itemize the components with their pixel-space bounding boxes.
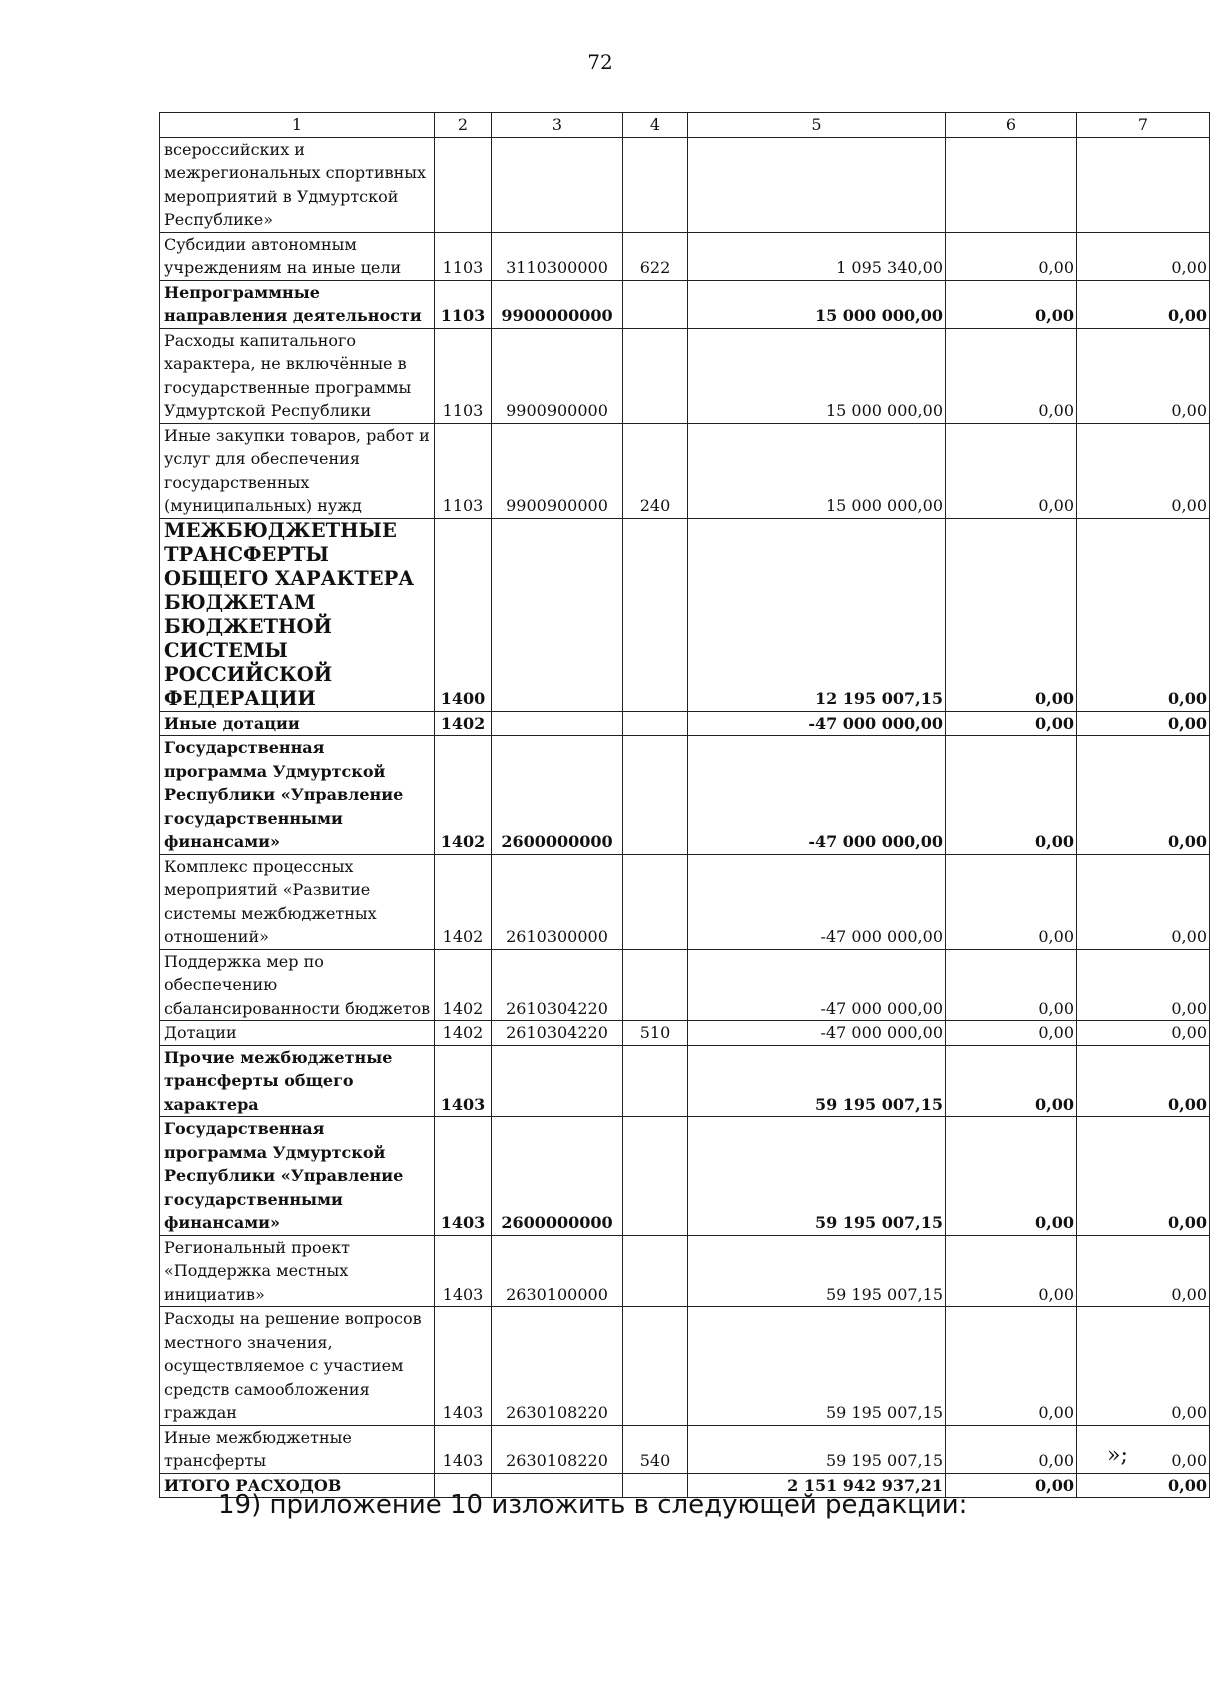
amount-col6-cell: 0,00 xyxy=(946,854,1077,949)
expense-type-cell xyxy=(623,949,688,1021)
header-cell: 3 xyxy=(492,113,623,138)
amount-col6-cell: 0,00 xyxy=(946,949,1077,1021)
amount-col7-cell: 0,00 xyxy=(1077,736,1210,855)
amount-col5-cell: -47 000 000,00 xyxy=(688,854,946,949)
amount-col5-cell: 59 195 007,15 xyxy=(688,1235,946,1307)
amount-col6-cell: 0,00 xyxy=(946,232,1077,280)
amount-col7-cell: 0,00 xyxy=(1077,328,1210,423)
target-code-cell: 2630108220 xyxy=(492,1307,623,1426)
table-row xyxy=(160,328,1210,423)
row-name-cell: Непрограммные направления деятельности xyxy=(160,280,435,328)
amount-col7-cell: 0,00 xyxy=(1077,1307,1210,1426)
header-cell: 5 xyxy=(688,113,946,138)
section-code-cell: 1103 xyxy=(435,280,492,328)
expense-type-cell xyxy=(623,1235,688,1307)
row-name-cell: МЕЖБЮДЖЕТНЫЕ ТРАНСФЕРТЫ ОБЩЕГО ХАРАКТЕРА БЮДЖЕТАМ БЮДЖЕТНОЙ СИСТЕМЫ РОССИЙСКОЙ ФЕДЕРАЦИИ xyxy=(160,518,435,711)
table-row xyxy=(160,137,1210,232)
amount-col5-cell: -47 000 000,00 xyxy=(688,949,946,1021)
target-code-cell: 2610300000 xyxy=(492,854,623,949)
amount-col6-cell: 0,00 xyxy=(946,423,1077,518)
table-row xyxy=(160,1425,1210,1473)
row-name-cell: Иные межбюджетные трансферты xyxy=(160,1425,435,1473)
amount-col5-cell: -47 000 000,00 xyxy=(688,736,946,855)
row-name-cell: Государственная программа Удмуртской Республики «Управление государственными финансами» xyxy=(160,736,435,855)
amount-col5-cell: 15 000 000,00 xyxy=(688,328,946,423)
instruction-text: 19) приложение 10 изложить в следующей редакции: xyxy=(218,1490,968,1520)
table-row xyxy=(160,1045,1210,1117)
amount-col5-cell: 59 195 007,15 xyxy=(688,1425,946,1473)
section-code-cell: 1103 xyxy=(435,232,492,280)
section-code-cell: 1400 xyxy=(435,518,492,711)
section-code-cell xyxy=(435,137,492,232)
row-name-cell: Иные дотации xyxy=(160,711,435,736)
section-code-cell: 1402 xyxy=(435,949,492,1021)
expense-type-cell xyxy=(623,328,688,423)
amount-col7-cell: 0,00 xyxy=(1077,949,1210,1021)
table-row xyxy=(160,854,1210,949)
amount-col7-cell: 0,00 xyxy=(1077,423,1210,518)
target-code-cell: 9900900000 xyxy=(492,328,623,423)
amount-col7-cell: 0,00 xyxy=(1077,1045,1210,1117)
table-row xyxy=(160,1117,1210,1236)
amount-col6-cell: 0,00 xyxy=(946,736,1077,855)
amount-col5-cell: 59 195 007,15 xyxy=(688,1117,946,1236)
table-row xyxy=(160,736,1210,855)
section-code-cell: 1402 xyxy=(435,711,492,736)
expense-type-cell: 622 xyxy=(623,232,688,280)
row-name-cell: Региональный проект «Поддержка местных инициатив» xyxy=(160,1235,435,1307)
header-cell: 1 xyxy=(160,113,435,138)
amount-col6-cell: 0,00 xyxy=(946,1425,1077,1473)
table-row xyxy=(160,423,1210,518)
expense-type-cell: 540 xyxy=(623,1425,688,1473)
amount-col7-cell: 0,00 xyxy=(1077,854,1210,949)
amount-col5-cell xyxy=(688,137,946,232)
amount-col6-cell: 0,00 xyxy=(946,1473,1077,1498)
section-code-cell: 1403 xyxy=(435,1425,492,1473)
table-header-row xyxy=(160,113,1210,138)
row-name-cell: Государственная программа Удмуртской Республики «Управление государственными финансами» xyxy=(160,1117,435,1236)
section-code-cell: 1402 xyxy=(435,854,492,949)
target-code-cell xyxy=(492,1045,623,1117)
budget-table xyxy=(159,112,1210,1498)
table-row xyxy=(160,1021,1210,1046)
amount-col7-cell: 0,00 xyxy=(1077,1473,1210,1498)
expense-type-cell xyxy=(623,1117,688,1236)
amount-col7-cell xyxy=(1077,137,1210,232)
amount-col7-cell: 0,00 xyxy=(1077,1235,1210,1307)
amount-col6-cell: 0,00 xyxy=(946,328,1077,423)
row-name-cell: Расходы капитального характера, не включённые в государственные программы Удмуртской Республики xyxy=(160,328,435,423)
header-cell: 7 xyxy=(1077,113,1210,138)
section-code-cell: 1103 xyxy=(435,328,492,423)
amount-col5-cell: 12 195 007,15 xyxy=(688,518,946,711)
expense-type-cell xyxy=(623,280,688,328)
amount-col7-cell: 0,00 xyxy=(1077,280,1210,328)
amount-col6-cell: 0,00 xyxy=(946,1235,1077,1307)
target-code-cell: 3110300000 xyxy=(492,232,623,280)
amount-col7-cell: 0,00 xyxy=(1077,711,1210,736)
section-code-cell: 1403 xyxy=(435,1235,492,1307)
header-cell: 4 xyxy=(623,113,688,138)
amount-col5-cell: 15 000 000,00 xyxy=(688,423,946,518)
amount-col6-cell: 0,00 xyxy=(946,1045,1077,1117)
expense-type-cell xyxy=(623,711,688,736)
amount-col5-cell: 59 195 007,15 xyxy=(688,1045,946,1117)
section-code-cell: 1403 xyxy=(435,1307,492,1426)
amount-col7-cell: 0,00 xyxy=(1077,1021,1210,1046)
section-code-cell: 1403 xyxy=(435,1117,492,1236)
expense-type-cell xyxy=(623,518,688,711)
section-code-cell: 1403 xyxy=(435,1045,492,1117)
amount-col6-cell xyxy=(946,137,1077,232)
target-code-cell: 2600000000 xyxy=(492,1117,623,1236)
section-code-cell: 1402 xyxy=(435,1021,492,1046)
amount-col7-cell: 0,00 xyxy=(1077,1425,1210,1473)
table-row xyxy=(160,711,1210,736)
row-name-cell: Субсидии автономным учреждениям на иные цели xyxy=(160,232,435,280)
target-code-cell xyxy=(492,137,623,232)
row-name-cell: Поддержка мер по обеспечению сбалансированности бюджетов xyxy=(160,949,435,1021)
table-row xyxy=(160,280,1210,328)
table-row xyxy=(160,1235,1210,1307)
target-code-cell: 2630108220 xyxy=(492,1425,623,1473)
row-name-cell: Расходы на решение вопросов местного значения, осуществляемое с участием средств самообложения граждан xyxy=(160,1307,435,1426)
amount-col6-cell: 0,00 xyxy=(946,711,1077,736)
amount-col6-cell: 0,00 xyxy=(946,1307,1077,1426)
amount-col7-cell: 0,00 xyxy=(1077,1117,1210,1236)
table-row xyxy=(160,518,1210,711)
section-code-cell: 1103 xyxy=(435,423,492,518)
amount-col6-cell: 0,00 xyxy=(946,518,1077,711)
expense-type-cell xyxy=(623,854,688,949)
amount-col5-cell: 15 000 000,00 xyxy=(688,280,946,328)
section-code-cell: 1402 xyxy=(435,736,492,855)
header-cell: 6 xyxy=(946,113,1077,138)
amount-col6-cell: 0,00 xyxy=(946,280,1077,328)
amount-col7-cell: 0,00 xyxy=(1077,518,1210,711)
table-row xyxy=(160,1307,1210,1426)
target-code-cell: 2630100000 xyxy=(492,1235,623,1307)
table-row xyxy=(160,232,1210,280)
expense-type-cell xyxy=(623,137,688,232)
target-code-cell: 9900000000 xyxy=(492,280,623,328)
header-cell: 2 xyxy=(435,113,492,138)
row-name-cell: всероссийских и межрегиональных спортивных мероприятий в Удмуртской Республике» xyxy=(160,137,435,232)
target-code-cell: 2610304220 xyxy=(492,949,623,1021)
amount-col5-cell: -47 000 000,00 xyxy=(688,711,946,736)
row-name-cell: Комплекс процессных мероприятий «Развитие системы межбюджетных отношений» xyxy=(160,854,435,949)
table-row xyxy=(160,949,1210,1021)
amount-col6-cell: 0,00 xyxy=(946,1021,1077,1046)
target-code-cell: 9900900000 xyxy=(492,423,623,518)
expense-type-cell xyxy=(623,1307,688,1426)
target-code-cell: 2610304220 xyxy=(492,1021,623,1046)
amount-col5-cell: 59 195 007,15 xyxy=(688,1307,946,1426)
target-code-cell: 2600000000 xyxy=(492,736,623,855)
row-name-cell: Прочие межбюджетные трансферты общего характера xyxy=(160,1045,435,1117)
expense-type-cell: 510 xyxy=(623,1021,688,1046)
amount-col6-cell: 0,00 xyxy=(946,1117,1077,1236)
row-name-cell: Иные закупки товаров, работ и услуг для обеспечения государственных (муниципальных) нужд xyxy=(160,423,435,518)
page-number: 72 xyxy=(587,50,613,74)
expense-type-cell xyxy=(623,736,688,855)
amount-col5-cell: 1 095 340,00 xyxy=(688,232,946,280)
target-code-cell xyxy=(492,711,623,736)
expense-type-cell xyxy=(623,1045,688,1117)
row-name-cell: Дотации xyxy=(160,1021,435,1046)
expense-type-cell: 240 xyxy=(623,423,688,518)
row-name-cell: ИТОГО РАСХОДОВ xyxy=(160,1473,435,1498)
closing-quote-mark: »; xyxy=(1107,1443,1128,1468)
target-code-cell xyxy=(492,518,623,711)
amount-col5-cell: -47 000 000,00 xyxy=(688,1021,946,1046)
amount-col7-cell: 0,00 xyxy=(1077,232,1210,280)
amount-col5-cell: 2 151 942 937,21 xyxy=(688,1473,946,1498)
